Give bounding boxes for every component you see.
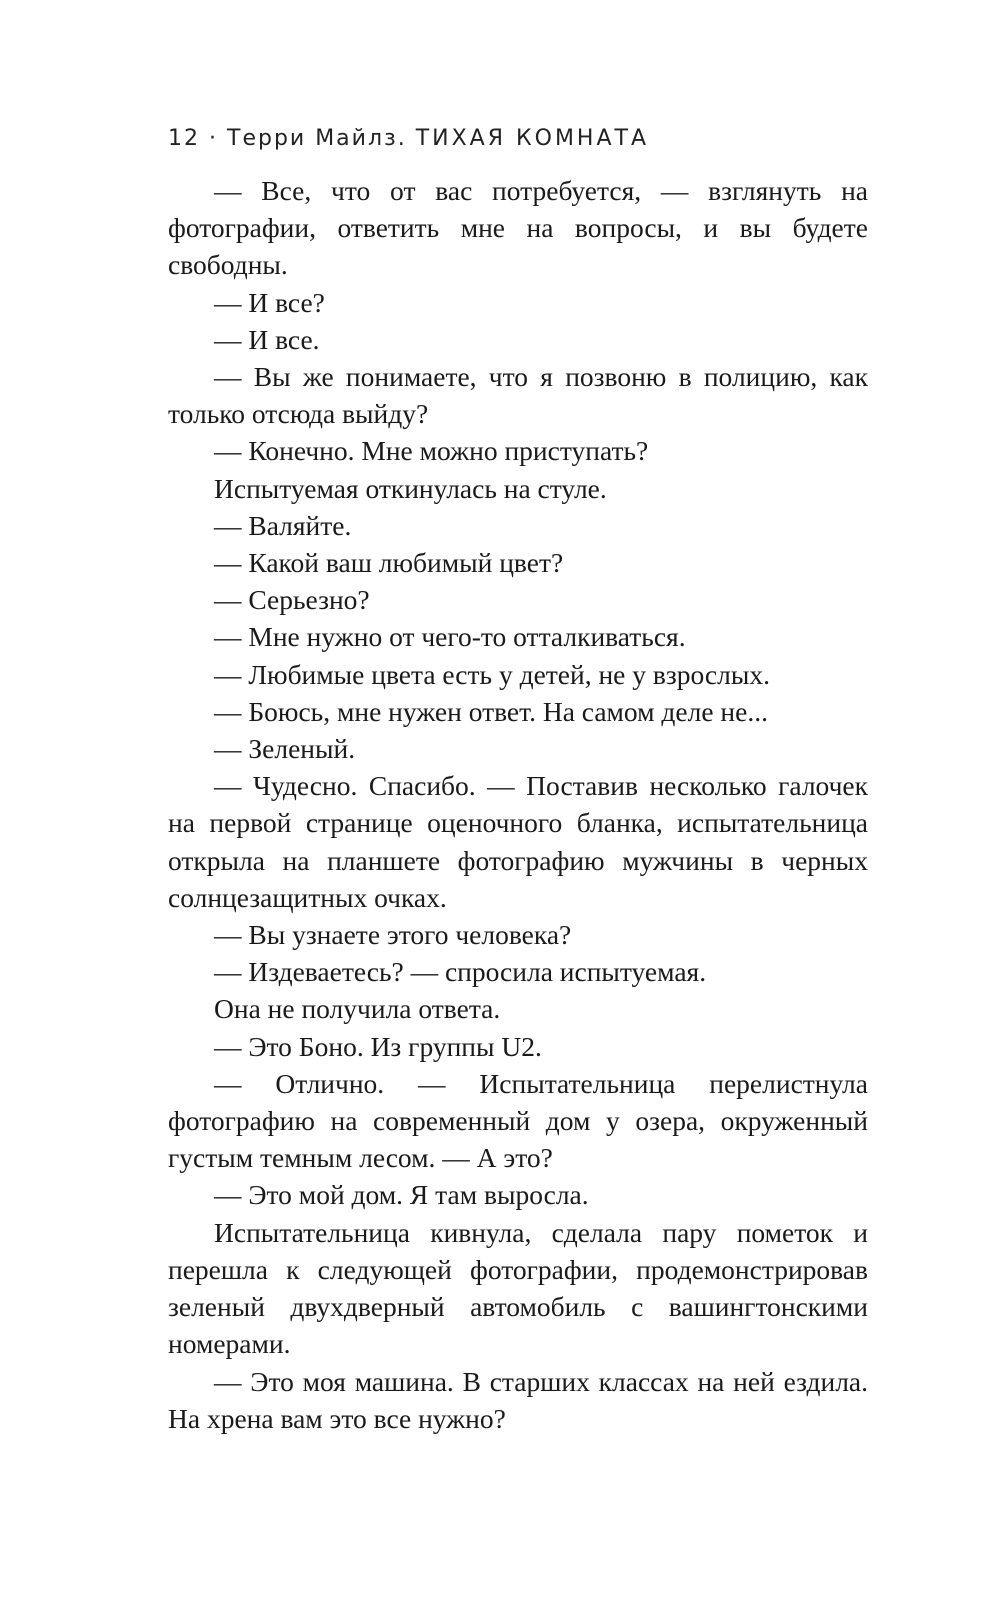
paragraph: — Все, что от вас потребуется, — взглянуть на фотографии, ответить мне на вопросы, и вы будете свободны. (168, 175, 868, 281)
paragraph: — Это мой дом. Я там выросла. (214, 1179, 589, 1211)
paragraph: — И все. (214, 323, 320, 355)
paragraph: — Чудесно. Спасибо. — Поставив несколько галочек на первой странице оценочного бланка, испытательница открыла на планшете фотографию мужчины в черных солнцезащитных очках. (168, 770, 868, 913)
paragraph: — Вы же понимаете, что я позвоню в полицию, как только отсюда выйду? (168, 361, 868, 430)
paragraph: — Зеленый. (214, 733, 356, 765)
paragraph: Она не получила ответа. (214, 993, 501, 1025)
paragraph: Испытательница кивнула, сделала пару пометок и перешла к следующей фотографии, продемонстрировав зеленый двухдверный автомобиль с вашингтонскими номерами. (168, 1216, 868, 1360)
book-title: ТИХАЯ КОМНАТА (415, 126, 650, 151)
paragraph: Испытуемая откинулась на стуле. (214, 472, 607, 504)
paragraph: — Какой ваш любимый цвет? (214, 547, 564, 579)
paragraph: — Серьезно? (214, 584, 370, 616)
page-number: 12 (168, 126, 200, 151)
paragraph: — Мне нужно от чего-то отталкиваться. (214, 621, 686, 653)
paragraph: — Вы узнаете этого человека? (214, 919, 572, 951)
paragraph: — Отлично. — Испытательница перелистнула фотографию на современный дом у озера, окруженный густым темным лесом. — А это? (168, 1067, 868, 1174)
paragraph: — Это Боно. Из группы U2. (214, 1030, 542, 1062)
paragraph: — Издеваетесь? — спросила испытуемая. (214, 956, 707, 988)
body-text (168, 172, 868, 1437)
author-name: Терри Майлз. (227, 126, 407, 151)
paragraph: — Конечно. Мне можно приступать? (214, 435, 649, 467)
paragraph: — Валяйте. (214, 509, 352, 541)
paragraph: — Любимые цвета есть у детей, не у взрослых. (214, 658, 770, 690)
paragraph: — И все? (214, 286, 325, 318)
header-separator: · (209, 126, 218, 151)
running-head (168, 126, 649, 151)
paragraph: — Это моя машина. В старших классах на ней ездила. На хрена вам это все нужно? (168, 1365, 868, 1434)
paragraph: — Боюсь, мне нужен ответ. На самом деле не... (214, 695, 768, 727)
